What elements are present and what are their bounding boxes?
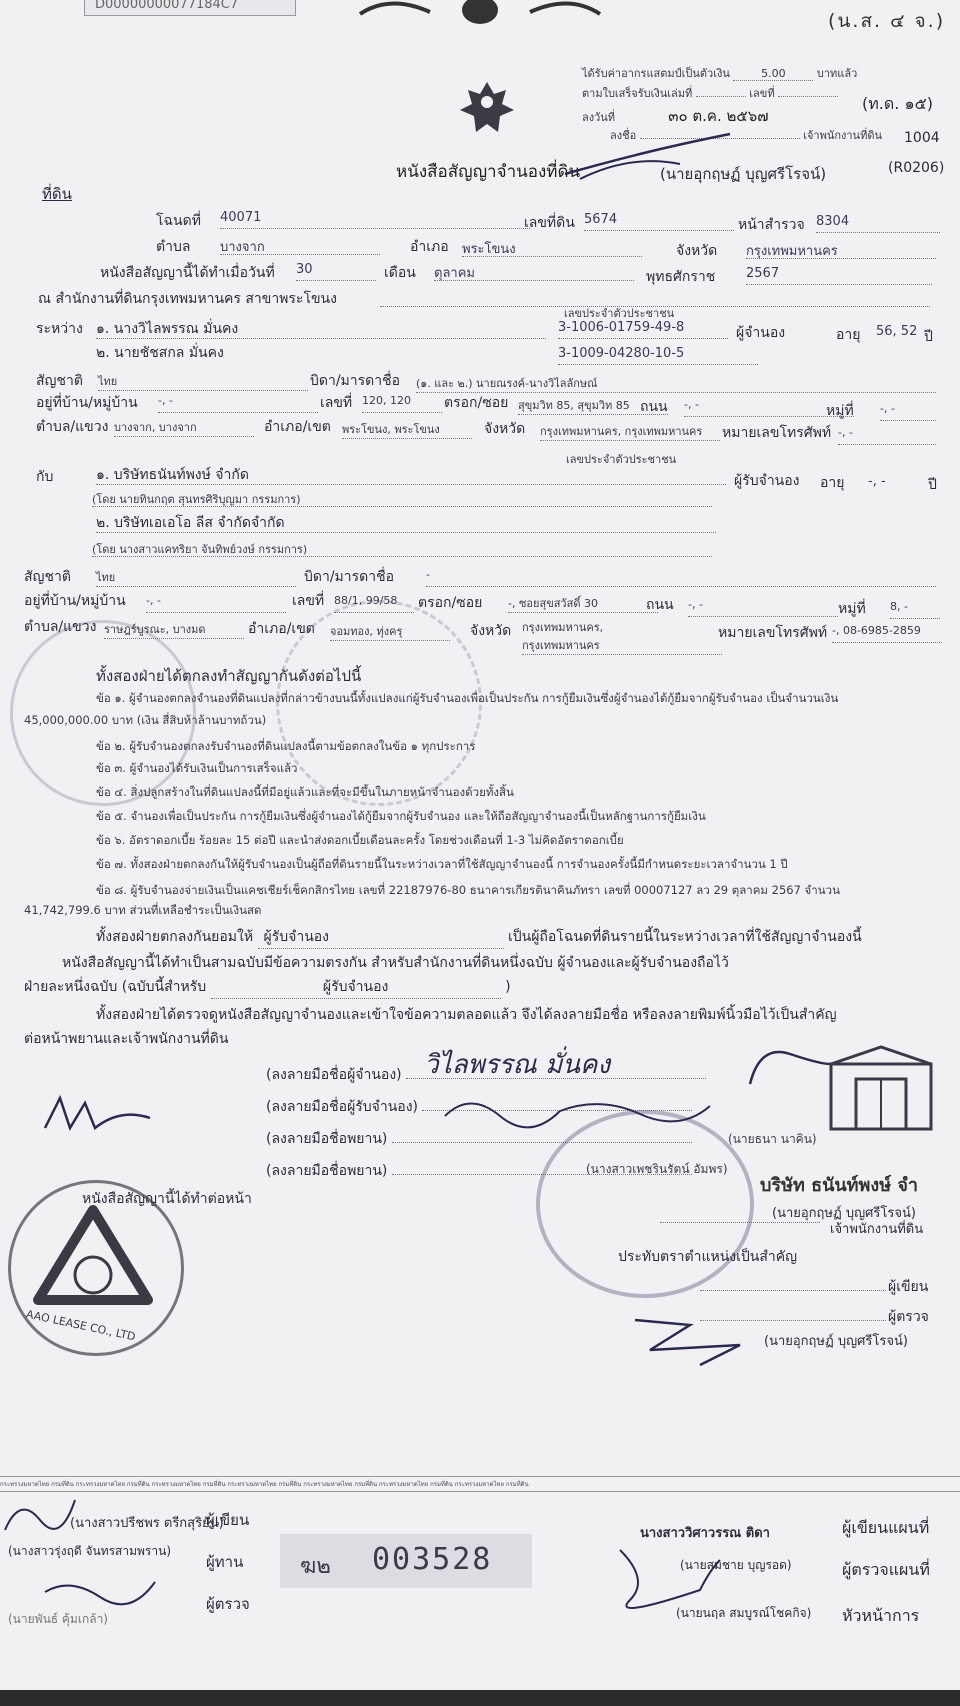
mortgagor-amphoe: พระโขนง, พระโขนง (342, 420, 472, 439)
mortgagee-nationality: ไทย (96, 568, 296, 587)
mortgagor-moo: -, - (880, 402, 936, 421)
witness-name-2: (นางสาวเพชรินรัตน์ อัมพร) (586, 1162, 728, 1176)
mortgagee-name-1: ๑. บริษัทธนันท์พงษ์ จำกัด (96, 467, 249, 483)
mortgagor-role: ผู้จำนอง (736, 325, 786, 341)
mortgagor-moo-label: หมู่ที่ (826, 403, 854, 419)
mortgagee-province-2: กรุงเทพมหานคร (522, 636, 722, 655)
document-id: D00000000077184C7 (95, 0, 239, 12)
footer-left-role-2: ผู้ทาน (206, 1553, 244, 1571)
mortgagee-road: -, - (688, 598, 838, 617)
mortgagee-id-label: เลขประจำตัวประชาชน (566, 453, 677, 466)
mortgagee-soi-label: ตรอก/ซอย (418, 595, 483, 611)
fee-line-3: ลงวันที่ ๓๐ ต.ค. ๒๕๖๗ (582, 104, 769, 128)
footer-left-name-1: (นางสาวปรีชพร ตรีกสุริยัน) (70, 1516, 224, 1531)
fee-date: ๓๐ ต.ค. ๒๕๖๗ (668, 107, 769, 125)
mortgagor-name-1: ๑. นางวิไลพรรณ มั่นคง (96, 321, 239, 337)
fee-amount: 5.00 (733, 67, 813, 81)
label-province: จังหวัด (676, 243, 718, 259)
sign-line-witness-2: (ลงลายมือชื่อพยาน) (266, 1160, 692, 1182)
mortgagor-id-1: 3-1006-01759-49-8 (558, 320, 728, 339)
mortgagor-tambon: บางจาก, บางจาก (114, 418, 254, 437)
bottom-background-strip (0, 1690, 960, 1706)
mortgagee-year-label: ปี (928, 477, 937, 493)
mortgagor-name-2: ๒. นายชัชสกล มั่นคง (96, 345, 224, 361)
sign-line-witness-1: (ลงลายมือชื่อพยาน) (266, 1128, 692, 1150)
officer-name-bottom: (นายอุกฤษฏ์ บุญศรีโรจน์) (764, 1334, 908, 1349)
fee-line-1: ได้รับค่าอากรแสตมป์เป็นตัวเงิน 5.00 บาทแล้ว (582, 67, 858, 80)
mortgagor-phone: -, - (838, 426, 936, 445)
label-chanote: โฉนดที่ (156, 213, 201, 229)
officer-bottom-signature-icon (630, 1310, 760, 1370)
mortgagor-amphoe-label: อำเภอ/เขต (264, 419, 331, 435)
mortgagee-amphoe-label: อำเภอ/เขต (248, 621, 315, 637)
clause-4: ข้อ ๔. สิ่งปลูกสร้างในที่ดินแปลงนี้ที่มีอยู่แล้วและที่จะมีขึ้นในภายหน้าจำนองด้วยทั้งสิ้น (96, 785, 514, 799)
checker-label: ผู้ตรวจ (888, 1309, 929, 1325)
clause-8: ข้อ ๘. ผู้รับจำนองจ่ายเงินเป็นแคชเชียร์เช็คกสิกรไทย เลขที่ 22187976-80 ธนาคารเกียรตินาคินภัทรา เลขที่ 00007127 ลว 29 ตุลาคม 2567 จำนวน (96, 883, 840, 897)
label-with: กับ (36, 469, 54, 485)
sign-line-mortgagee: (ลงลายมือชื่อผู้รับจำนอง) (266, 1096, 692, 1118)
footer-right-name-2: (นายสมชาย บุญรอด) (680, 1558, 792, 1572)
clause-1: ข้อ ๑. ผู้จำนองตกลงจำนองที่ดินแปลงที่กล่าวข้างบนนี้ทั้งแปลงแก่ผู้รับจำนองเพื่อเป็นประกัน การกู้ยืมเงินซึ่งผู้จำนองได้กู้ยืมจากผู้รับจำนอง เป็นจำนวนเงิน (96, 691, 839, 705)
mortgagor-soi: สุขุมวิท 85, สุขุมวิท 85 (518, 396, 668, 415)
mortgagee-rep-1: (โดย นายทินกฤต สุนทรศิริบุญมา กรรมการ) (92, 493, 301, 506)
copies-who: ผู้รับจำนอง (211, 976, 501, 999)
terms-intro: ทั้งสองฝ่ายได้ตกลงทำสัญญากันดังต่อไปนี้ (96, 667, 362, 685)
mortgagee-province-label: จังหวัด (470, 623, 512, 639)
mortgagor-nationality: ไทย (98, 372, 308, 391)
office-line: ณ สำนักงานที่ดินกรุงเทพมหานคร สาขาพระโขนง (38, 291, 337, 307)
faint-stamp-middle (276, 600, 482, 806)
mortgagee-phone: -, 08-6985-2859 (832, 624, 942, 643)
mortgagee-soi: -, ซอยสุขสวัสดิ์ 30 (508, 594, 658, 613)
footer-left-name-3: (นายพันธ์ คุ้มเกล้า) (8, 1612, 108, 1626)
mortgagee-houseno-label: เลขที่ (292, 593, 325, 609)
mortgagor-province: กรุงเทพมหานคร, กรุงเทพมหานคร (540, 422, 720, 441)
mortgagor-parents: (๑. และ ๒.) นายณรงค์-นางวิไลลักษณ์ (416, 374, 936, 393)
witness-signature-icon (40, 1088, 170, 1138)
review-line-2: ต่อหน้าพยานและเจ้าพนักงานที่ดิน (24, 1031, 229, 1047)
form-code: (น.ส. ๔ จ.) (828, 10, 946, 32)
mortgagor-road-label: ถนน (640, 399, 668, 415)
mortgagee-moo-label: หมู่ที่ (838, 601, 866, 617)
footer-left-role-1: ผู้เขียน (206, 1511, 250, 1529)
value-month: ตุลาคม (434, 262, 634, 281)
serial-box (280, 1534, 532, 1588)
mortgagee-houseno: 88/1, 99/58 (334, 594, 414, 613)
mortgagor-age: 56, 52 (876, 324, 918, 339)
label-parcel: เลขที่ดิน (524, 215, 575, 231)
footer-right-role-1: ผู้เขียนแผนที่ (842, 1518, 930, 1537)
mortgagee-name-2: ๒. บริษัทเอเอโอ ลีส จำกัดจำกัด (96, 515, 285, 531)
handwritten-mortgagor: วิไลพรรณ มั่นคง (424, 1050, 611, 1080)
document-id-box (84, 0, 296, 16)
mortgagee-moo: 8, - (890, 600, 940, 619)
mortgagor-age-label: อายุ (836, 327, 861, 343)
value-year: 2567 (746, 266, 932, 285)
mortgagor-province-label: จังหวัด (484, 421, 526, 437)
value-amphoe: พระโขนง (462, 238, 642, 257)
company-name: บริษัท ธนันท์พงษ์ จำ (760, 1175, 918, 1196)
land-office-emblem-icon (826, 1044, 936, 1134)
copies-line-2: ฝ่ายละหนึ่งฉบับ (ฉบับนี้สำหรับ ผู้รับจำนอง ) (24, 976, 511, 999)
mortgagor-houseno: 120, 120 (362, 394, 442, 413)
ministry-band: กระทรวงมหาดไทย กรมที่ดิน กระทรวงมหาดไทย กรมที่ดิน กระทรวงมหาดไทย กรมที่ดิน กระทรวงมหาดไทย กรมที่ดิน กระทรวงมหาดไทย กรมที่ดิน กระทรวงมหาดไทย กรมที่ดิน กระทรวงมหาดไทย กรมที่ดิน (0, 1476, 960, 1492)
label-between: ระหว่าง (36, 321, 83, 337)
form-ref: (ท.ด. ๑๕) (862, 94, 933, 113)
mortgagor-houseno-label: เลขที่ (320, 395, 353, 411)
value-survey: 8304 (816, 214, 940, 233)
mortgagee-parents: - (426, 568, 936, 587)
value-province: กรุงเทพมหานคร (746, 240, 936, 259)
document-number: 1004 (904, 130, 940, 146)
mortgagee-amphoe: จอมทอง, ทุ่งครุ (330, 622, 450, 641)
clause-3: ข้อ ๓. ผู้จำนองได้รับเงินเป็นการเสร็จแล้ว (96, 761, 298, 775)
mortgagor-phone-label: หมายเลขโทรศัพท์ (722, 425, 832, 441)
footer-right-name-3: (นายนฤล สมบูรณ์โชคกิจ) (676, 1606, 812, 1620)
mortgagor-tambon-label: ตำบล/แขวง (36, 419, 109, 435)
header-emblem-icon (350, 0, 610, 28)
label-tambon: ตำบล (156, 239, 191, 255)
footer-left-signature-2-icon (40, 1572, 160, 1612)
mortgagor-id-label: เลขประจำตัวประชาชน (564, 307, 675, 320)
mortgagee-village: -, - (146, 594, 286, 613)
footer-right-role-3: หัวหน้าการ (842, 1606, 920, 1625)
writer-label: ผู้เขียน (888, 1279, 929, 1295)
aao-seal-text: AAO LEASE CO., LTD (24, 1307, 137, 1344)
mortgagor-parents-label: บิดา/มารดาชื่อ (310, 373, 401, 389)
serial-number: 003528 (372, 1542, 493, 1577)
review-line: ทั้งสองฝ่ายได้ตรวจดูหนังสือสัญญาจำนองและเข้าใจข้อความตลอดแล้ว จึงได้ลงลายมือชื่อ หรือลงลายพิมพ์นิ้วมือไว้เป็นสำคัญ (96, 1007, 837, 1023)
mortgagor-year-label: ปี (924, 329, 933, 345)
mortgagor-village: -, - (158, 394, 318, 413)
seal-label: ประทับตราตำแหน่งเป็นสำคัญ (618, 1249, 798, 1265)
clause-7: ข้อ ๗. ทั้งสองฝ่ายตกลงกันให้ผู้รับจำนองเป็นผู้ถือที่ดินรายนี้ในระหว่างเวลาที่ใช้สัญญาจำนองนี้ การจำนองครั้งนี้มีกำหนดระยะเวลาจำนวน 1 ปี (96, 857, 788, 871)
mortgagee-age-label: อายุ (820, 475, 845, 491)
mortgagee-village-label: อยู่ที่บ้าน/หมู่บ้าน (24, 593, 126, 609)
value-tambon: บางจาก (220, 236, 380, 255)
clause-6: ข้อ ๖. อัตราดอกเบี้ย ร้อยละ 15 ต่อปี และนำส่งดอกเบี้ยเดือนละครั้ง โดยช่วงเดือนที่ 1-3 ไม่คิดอัตราดอกเบี้ย (96, 833, 624, 847)
document-code: (R0206) (888, 160, 945, 176)
agree-line: ทั้งสองฝ่ายตกลงกันยอมให้ ผู้รับจำนอง เป็นผู้ถือโฉนดที่ดินรายนี้ในระหว่างเวลาที่ใช้สัญญาจำนองนี้ (96, 926, 862, 949)
footer-right-role-2: ผู้ตรวจแผนที่ (842, 1560, 930, 1579)
mortgagor-soi-label: ตรอก/ซอย (444, 395, 509, 411)
faint-stamp-left (10, 620, 196, 806)
mortgagor-village-label: อยู่ที่บ้าน/หมู่บ้าน (36, 395, 138, 411)
mortgagee-tambon-label: ตำบล/แขวง (24, 619, 97, 635)
value-chanote: 40071 (220, 210, 530, 229)
mortgagee-tambon: ราษฎร์บูรณะ, บางมด (104, 620, 244, 639)
officer-name-header: (นายอุกฤษฏ์ บุญศรีโรจน์) (660, 165, 827, 183)
mortgagee-role: ผู้รับจำนอง (734, 473, 800, 489)
official-seal-stamp (536, 1110, 754, 1298)
footer-left-name-2: (นางสาวรุ่งฤดี จันทรสามพราน) (8, 1544, 172, 1558)
label-made-date: หนังสือสัญญานี้ได้ทำเมื่อวันที่ (100, 265, 275, 281)
document-title: หนังสือสัญญาจำนองที่ดิน (396, 162, 581, 182)
witness-name-1: (นายธนา นาคิน) (728, 1132, 817, 1146)
aao-lease-seal (8, 1180, 184, 1356)
clause-8-amount: 41,742,799.6 บาท ส่วนที่เหลือชำระเป็นเงินสด (24, 903, 262, 917)
label-year: พุทธศักราช (646, 269, 716, 285)
footer-right-name-1: นางสาววิศาวรรณ ติดา (640, 1526, 770, 1541)
mortgagee-rep-2: (โดย นางสาวแคทริยา จันทิพย์วงษ์ กรรมการ) (92, 543, 308, 556)
officer-signature-icon (560, 124, 740, 184)
value-parcel: 5674 (584, 212, 734, 231)
made-before: หนังสือสัญญานี้ได้ทำต่อหน้า (82, 1191, 252, 1207)
mortgagee-age: -, - (868, 474, 886, 489)
label-survey: หน้าสำรวจ (738, 217, 805, 233)
footer-right-signature-icon (610, 1540, 730, 1620)
right-top-signature-icon (740, 1034, 840, 1094)
fee-line-4: ลงชื่อ เจ้าพนักงานที่ดิน (610, 129, 882, 142)
fee-line-2: ตามใบเสร็จรับเงินเล่มที่ เลขที่ (582, 84, 838, 102)
sign-line-mortgagor: (ลงลายมือชื่อผู้จำนอง) (266, 1064, 706, 1086)
clause-2: ข้อ ๒. ผู้รับจำนองตกลงรับจำนองที่ดินแปลงนี้ตามข้อตกลงในข้อ ๑ ทุกประการ (96, 739, 476, 753)
mortgagor-nationality-label: สัญชาติ (36, 373, 83, 389)
label-amphoe: อำเภอ (410, 239, 449, 255)
agree-who: ผู้รับจำนอง (258, 926, 504, 949)
garuda-emblem-icon (452, 74, 522, 144)
mortgagee-phone-label: หมายเลขโทรศัพท์ (718, 625, 828, 641)
footer-left-role-3: ผู้ตรวจ (206, 1595, 250, 1613)
mortgagee-parents-label: บิดา/มารดาชื่อ (304, 569, 395, 585)
mortgagor-road: -, - (684, 398, 854, 417)
mortgagee-road-label: ถนน (646, 597, 674, 613)
footer-left-signature-1-icon (0, 1490, 80, 1540)
mortgagor-id-2: 3-1009-04280-10-5 (558, 346, 758, 365)
officer-title: เจ้าพนักงานที่ดิน (830, 1222, 924, 1237)
mortgagee-nationality-label: สัญชาติ (24, 569, 71, 585)
value-day: 30 (296, 262, 376, 281)
label-month: เดือน (384, 265, 416, 281)
mortgagee-province: กรุงเทพมหานคร, (522, 621, 604, 634)
section-land: ที่ดิน (42, 185, 72, 203)
serial-prefix: ฆ๒ (300, 1554, 331, 1579)
clause-5: ข้อ ๕. จำนองเพื่อเป็นประกัน การกู้ยืมเงินซึ่งผู้จำนองได้กู้ยืมจากผู้รับจำนอง และให้ถือสัญญาจำนองนี้เป็นหลักฐานการกู้ยืมเงิน (96, 809, 706, 823)
copies-line: หนังสือสัญญานี้ได้ทำเป็นสามฉบับมีข้อความตรงกัน สำหรับสำนักงานที่ดินหนึ่งฉบับ ผู้จำนองและผู้รับจำนองถือไว้ (62, 955, 729, 971)
officer-name-sign: (นายอุกฤษฏ์ บุญศรีโรจน์) (772, 1206, 916, 1221)
clause-1-amount: 45,000,000.00 บาท (เงิน สี่สิบห้าล้านบาทถ้วน) (24, 713, 267, 727)
